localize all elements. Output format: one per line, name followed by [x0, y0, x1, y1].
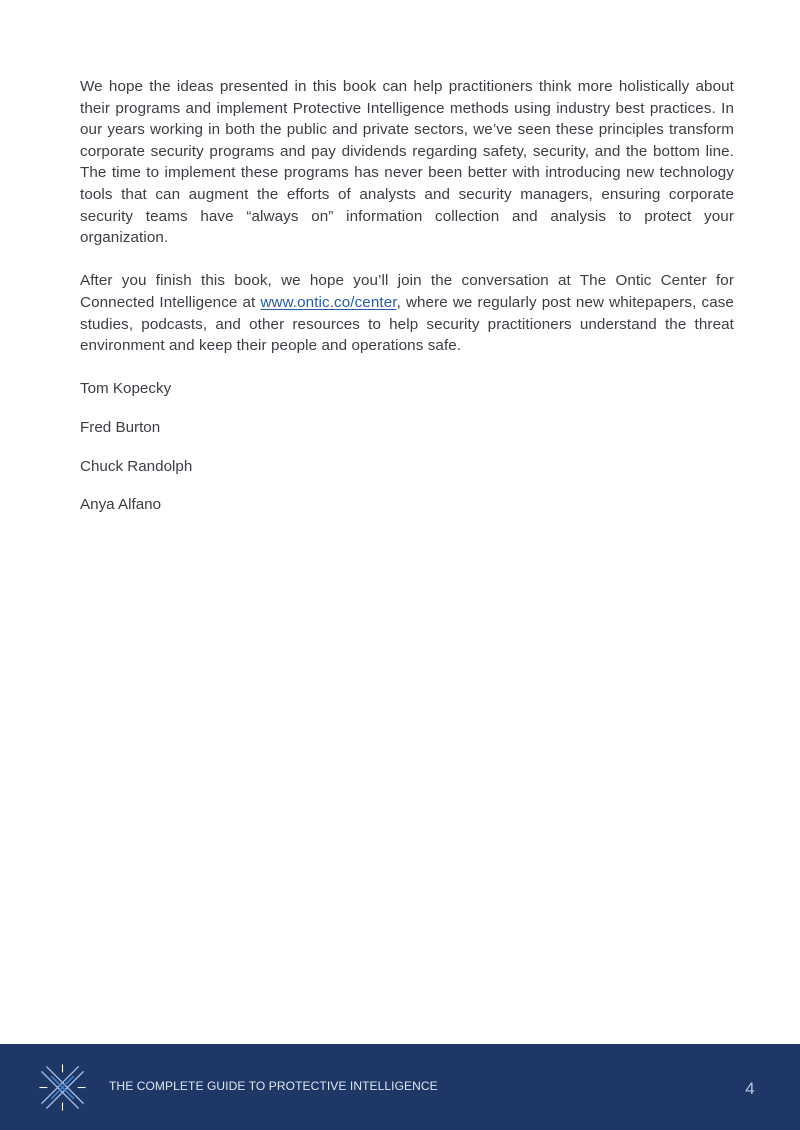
- ontic-center-link[interactable]: www.ontic.co/center: [260, 293, 397, 311]
- intro-paragraph: We hope the ideas presented in this book can help practitioners think more holistically about their programs and implement Protective Intelligence methods using industry best practices. In our years working in both the public and private sectors, we’ve seen these principles transform corporate security programs and pay dividends regarding safety, security, and the bottom line. The time to implement these programs has never been better with introducing new technology tools that can augment the efforts of analysts and security managers, ensuring corporate security teams have “always on” information collection and analysis to protect your organization.: [80, 78, 734, 247]
- author-list: [80, 378, 734, 516]
- ontic-center-paragraph: [80, 270, 734, 356]
- footer-book-title: THE COMPLETE GUIDE TO PROTECTIVE INTELLIGENCE: [109, 1079, 438, 1093]
- author-name: Anya Alfano: [80, 496, 162, 514]
- author-name: Tom Kopecky: [80, 379, 172, 397]
- page-body: [80, 76, 734, 533]
- paragraph-text-after-link: , where we regularly post new whitepapers, case studies, podcasts, and other resources to help security practitioners understand the threat environment and keep their people and operations safe.: [80, 293, 734, 355]
- ontic-logo-icon: [38, 1063, 87, 1112]
- author-name: Fred Burton: [80, 418, 161, 436]
- page-number: 4: [745, 1079, 755, 1098]
- paragraph-text-before-link: After you finish this book, we hope you’ll join the conversation at The Ontic Center for Connected Intelligence at: [80, 272, 734, 311]
- page-footer: [0, 1044, 800, 1130]
- author-name: Chuck Randolph: [80, 457, 193, 475]
